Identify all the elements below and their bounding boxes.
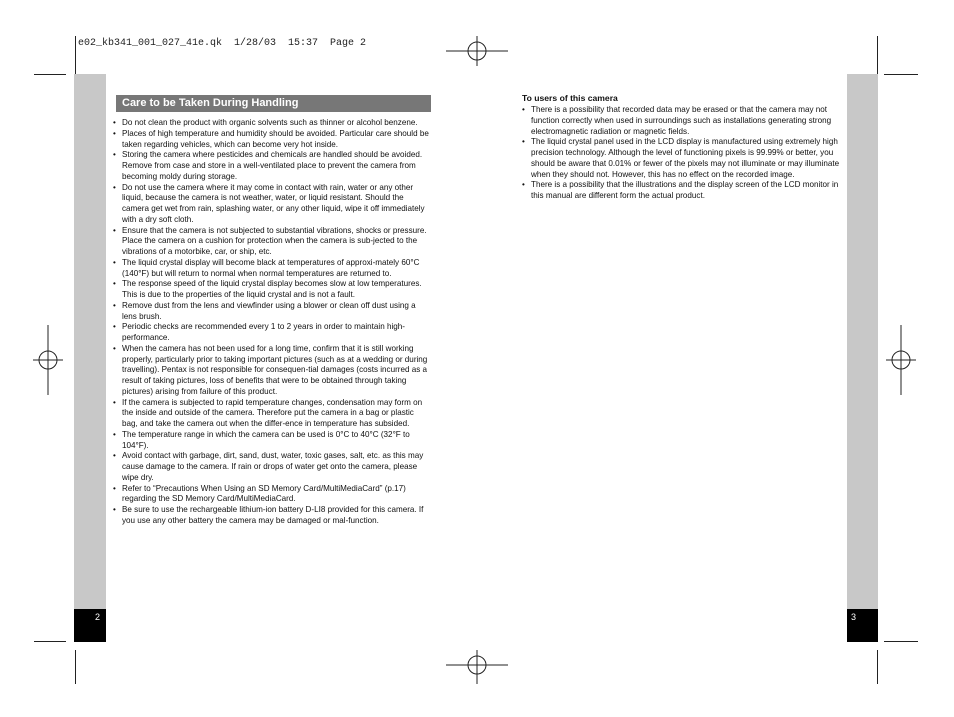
bullet-subtext: Place the camera on a cushion for protection when the camera is sub-jected to the vibrations of a motorbike, car, or ship, etc. [122, 236, 418, 256]
registration-mark-left [33, 325, 63, 395]
list-item [113, 118, 431, 129]
crop-mark [75, 650, 76, 684]
registration-mark-top [446, 36, 508, 66]
section-heading: To users of this camera [522, 93, 618, 103]
crop-mark [884, 74, 918, 75]
bullet-text: Do not use the camera where it may come in contact with rain, water or any other liquid, because the camera is not weather, water, or liquid resistant. Should the camera get wet from rain, splashing water, or any other liquid, wipe it off immediately with a dry soft cloth. [122, 182, 425, 224]
page-number-left: 2 [95, 612, 101, 622]
crop-mark [884, 641, 918, 642]
left-gray-strip [74, 74, 106, 642]
list-item [113, 484, 431, 506]
left-page-column [113, 118, 431, 527]
bullet-text: Be sure to use the rechargeable lithium-ion battery D-LI8 provided for this camera. If you use any other battery the camera may be damaged or mal-function. [122, 505, 424, 525]
bullet-subtext: This is due to the properties of the liquid crystal and is not a fault. [122, 290, 356, 299]
list-item [113, 226, 431, 258]
user-notes-list [522, 105, 842, 202]
list-item [113, 301, 431, 323]
page-number-right: 3 [851, 612, 857, 622]
bullet-text: The liquid crystal display will become black at temperatures of approxi-mately 60°C (140°F) but will return to normal when normal temperatures are returned to. [122, 257, 420, 278]
bullet-subtext: Remove from case and store in a well-ventilated place to prevent the camera from becoming moldy during storage. [122, 161, 416, 181]
page-number-tab-left [74, 609, 106, 642]
registration-mark-right [886, 325, 916, 395]
bullet-text: If the camera is subjected to rapid temperature changes, condensation may form on the inside and outside of the camera. Therefore put the camera in a bag or plastic bag, and take the camera out when the differ-ence in temperature has subsided. [122, 397, 423, 428]
list-item [113, 451, 431, 483]
bullet-text: The liquid crystal panel used in the LCD display is manufactured using extremely high precision technology. Although the level of functioning pixels is 99.99% or better, you should be aware that 0.01% or fewer of the pixels may not illuminate or may illuminate when they should not. However, this has no effect on the recorded image. [531, 137, 840, 179]
section-title-bar: Care to be Taken During Handling [116, 95, 431, 112]
bullet-text: There is a possibility that recorded data may be erased or that the camera may not function correctly when used in surroundings such as installations generating strong electromagnetic radiation or magnetic fields. [531, 105, 832, 136]
bullet-text: Places of high temperature and humidity should be avoided. Particular care should be taken regarding vehicles, which can become very hot inside. [122, 128, 429, 149]
crop-mark [34, 641, 66, 642]
crop-mark [877, 650, 878, 684]
right-gray-strip [847, 74, 878, 642]
bullet-text: Storing the camera where pesticides and chemicals are handled should be avoided. [122, 150, 423, 160]
list-item [113, 505, 431, 527]
bullet-text: Avoid contact with garbage, dirt, sand, dust, water, toxic gases, salt, etc. as this may cause damage to the camera. If rain or drops of water get onto the camera, please wipe dry. [122, 451, 424, 482]
list-item [113, 344, 431, 398]
bullet-text: Refer to “Precautions When Using an SD Memory Card/MultiMediaCard” (p.17) regarding the SD Memory Card/MultiMediaCard. [122, 483, 406, 504]
bullet-text: Periodic checks are recommended every 1 to 2 years in order to maintain high-performance. [122, 322, 405, 342]
list-item [113, 150, 431, 182]
registration-mark-bottom [446, 650, 508, 684]
list-item [113, 183, 431, 226]
list-item [113, 398, 431, 430]
list-item [113, 129, 431, 151]
bullet-text: The response speed of the liquid crystal display becomes slow at low temperatures. [122, 279, 422, 289]
bullet-text: There is a possibility that the illustrations and the display screen of the LCD monitor in this manual are different form the actual product. [531, 180, 839, 200]
list-item [522, 180, 842, 202]
bullet-text: When the camera has not been used for a long time, confirm that it is still working properly, particularly prior to taking important pictures (such as at a wedding or during travelling). Pentax is not responsible for consequen-tial damages (costs incurred as a result of taking pictures, loss of benefits that were to be obtained through taking pictures) arising from failure of this product. [122, 343, 428, 396]
right-page-column [522, 93, 842, 202]
bullet-text: Ensure that the camera is not subjected to substantial vibrations, shocks or pressure. [122, 225, 427, 235]
handling-precautions-list [113, 118, 431, 527]
bullet-text: Remove dust from the lens and viewfinder using a blower or clean off dust using a lens brush. [122, 300, 416, 321]
bullet-text: The temperature range in which the camera can be used is 0°C to 40°C (32°F to 104°F). [122, 429, 410, 450]
list-item [113, 430, 431, 452]
list-item [113, 258, 431, 280]
crop-mark [34, 74, 66, 75]
bullet-text: Do not clean the product with organic solvents such as thinner or alcohol benzene. [122, 118, 418, 127]
list-item [113, 322, 431, 344]
crop-mark [75, 36, 76, 74]
list-item [522, 105, 842, 137]
crop-mark [877, 36, 878, 74]
list-item [522, 137, 842, 180]
page-number-tab-right [847, 609, 878, 642]
list-item [113, 279, 431, 301]
print-slug-header: e02_kb341_001_027_41e.qk 1/28/03 15:37 Page 2 [78, 38, 367, 49]
